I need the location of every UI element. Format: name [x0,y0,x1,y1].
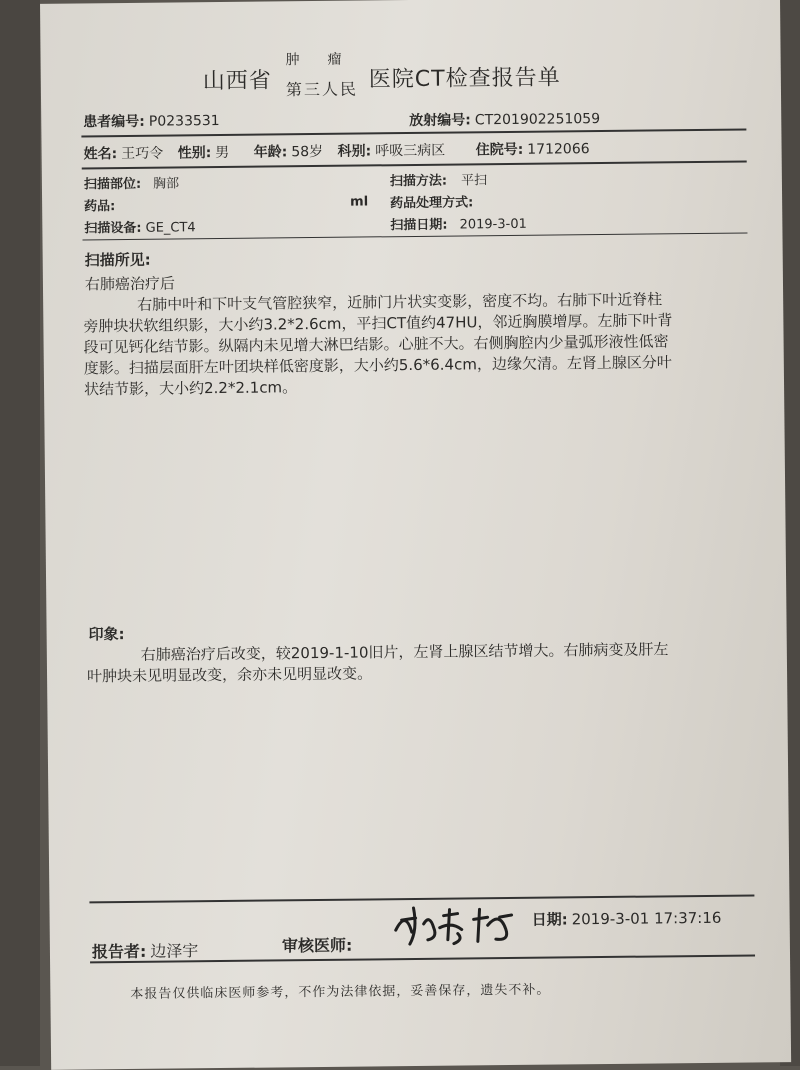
drug-process-row [390,191,477,211]
device-label: 扫描设备: [84,220,142,237]
impression-text: 右肺癌治疗后改变，较2019-1-10旧片，左肾上腺区结节增大。右肺病变及肝左叶肿块未见明显改变，余亦未见明显改变。 [86,640,669,686]
reviewer-signature [391,899,522,950]
inpatient-number: 1712066 [527,141,590,158]
patient-age: 58岁 [291,143,324,161]
device-row [84,216,195,236]
title-hospital-bottom: 第三人民 [285,79,359,100]
reporter-name: 边泽宇 [150,941,199,961]
title-hospital-top: 肿瘤 [285,51,370,69]
dept-label: 科别: [337,143,372,160]
title-prefix: 山西省 [202,68,272,95]
scan-site-label: 扫描部位: [83,176,142,193]
patient-dept: 呼吸三病区 [375,142,446,160]
scan-method: 平扫 [461,173,488,189]
reviewer-label: 审核医师: [281,935,353,956]
scan-method-row [390,169,487,189]
drug-row [84,195,119,214]
patient-id-row [83,110,220,131]
drug-label: 药品: [84,199,116,215]
report-sheet [40,0,791,1070]
scan-site-row [84,172,179,192]
findings-text: 右肺中叶和下叶支气管腔狭窄，近肺门片状实变影，密度不均。右肺下叶近脊柱旁肿块状软组织影，大小约3.2*2.6cm，平扫CT值约47HU，邻近胸膜增厚。左肺下叶背段可见钙化结节影。纵隔内未见增大淋巴结影。心脏不大。右侧胸腔内少量弧形液性低密度影。扫描层面肝左叶团块样低密度影，大小约5.6*6.4cm，边缘欠清。左肾上腺区分叶状结节影，大小约2.2*2.1cm。 [83,290,673,399]
sex-label: 性别: [177,145,212,162]
drug-process-label: 药品处理方式: [390,195,474,212]
report-datetime: 2019-3-01 17:37:16 [571,908,722,929]
inpatient-label: 住院号: [475,141,524,159]
report-date-row [532,907,722,930]
patient-name: 王巧令 [121,145,164,163]
patient-id: P0233531 [148,113,220,130]
radiology-id: CT201902251059 [474,111,601,129]
reporter-row [92,938,199,962]
scan-site: 胸部 [153,176,180,192]
footer-note: 本报告仅供临床医师参考，不作为法律依据，妥善保存，遗失不补。 [130,982,551,1002]
demographics-row [83,138,589,163]
background-left [0,0,40,1066]
name-label: 姓名: [83,146,118,163]
findings-subtitle: 右肺癌治疗后 [84,274,176,294]
radiology-id-label: 放射编号: [409,112,471,130]
title-suffix: 医院CT检查报告单 [368,65,561,93]
scan-device: GE_CT4 [145,220,196,236]
impression-label: 印象: [88,625,125,644]
scan-date-row [390,213,527,233]
scan-method-label: 扫描方法: [389,173,448,190]
patient-id-label: 患者编号: [83,113,145,131]
reporter-label: 报告者: [91,941,147,962]
radiology-id-row [409,108,600,130]
report-date-label: 日期: [531,910,568,929]
age-label: 年龄: [253,144,288,161]
reviewer-row [282,933,357,957]
scan-date-label: 扫描日期: [390,217,448,234]
patient-sex: 男 [215,144,230,162]
scan-date: 2019-3-01 [459,216,527,233]
drug-unit: ml [350,194,369,210]
findings-label: 扫描所见: [84,250,151,270]
